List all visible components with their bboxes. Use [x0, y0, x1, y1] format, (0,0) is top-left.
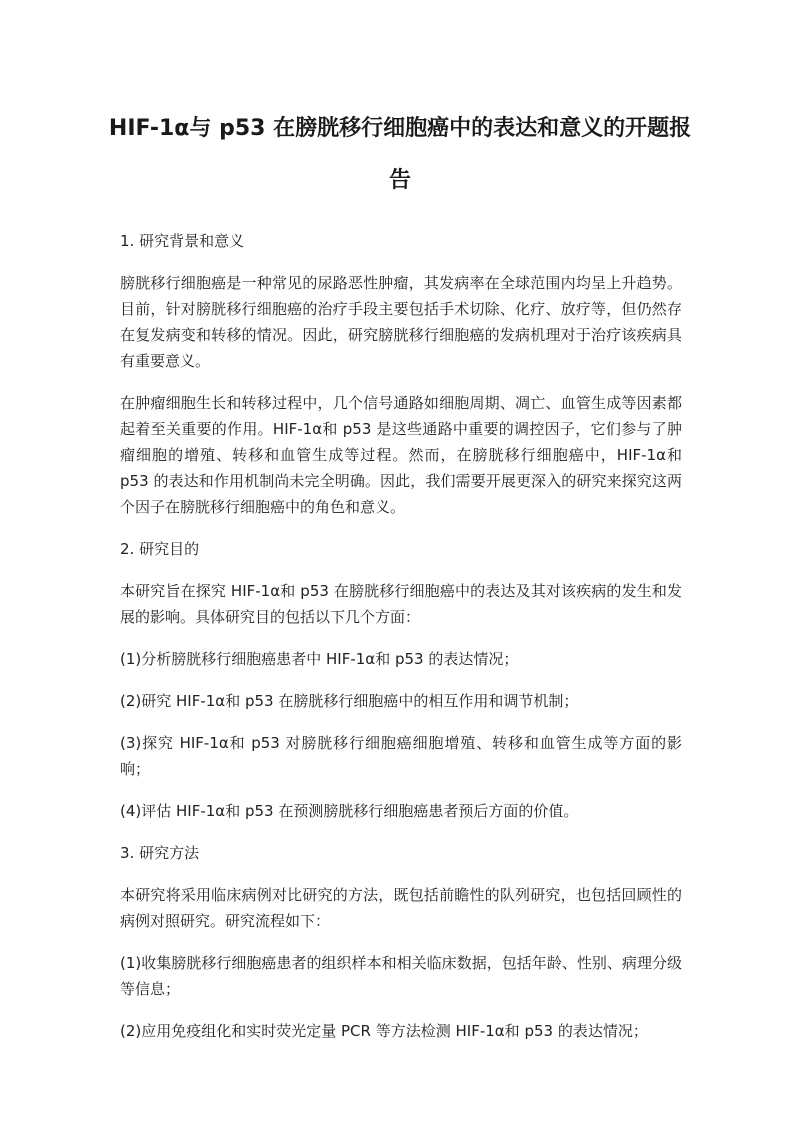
list-item: (1)分析膀胱移行细胞癌患者中 HIF-1α和 p53 的表达情况；: [120, 650, 519, 668]
document-title: HIF-1α与 p53 在膀胱移行细胞癌中的表达和意义的开题报告: [108, 116, 692, 193]
section-heading: 1. 研究背景和意义: [120, 232, 245, 250]
section-background: [120, 228, 682, 520]
paragraph: 在肿瘤细胞生长和转移过程中，几个信号通路如细胞周期、凋亡、血管生成等因素都起着至关重要的作用。HIF-1α和 p53 是这些通路中重要的调控因子，它们参与了肿瘤细胞的增殖、转移和血管生成等过程。然而，在膀胱移行细胞癌中，HIF-1α和 p53 的表达和作用机制尚未完全明确。因此，我们需要开展更深入的研究来探究这两个因子在膀胱移行细胞癌中的角色和意义。: [120, 394, 682, 516]
paragraph: 本研究将采用临床病例对比研究的方法，既包括前瞻性的队列研究，也包括回顾性的病例对照研究。研究流程如下：: [120, 886, 682, 930]
document-body: [120, 228, 682, 1060]
section-methods: [120, 840, 682, 1044]
list-item: (4)评估 HIF-1α和 p53 在预测膀胱移行细胞癌患者预后方面的价值。: [120, 802, 579, 820]
paragraph: 膀胱移行细胞癌是一种常见的尿路恶性肿瘤，其发病率在全球范围内均呈上升趋势。目前，针对膀胱移行细胞癌的治疗手段主要包括手术切除、化疗、放疗等，但仍然存在复发病变和转移的情况。因此，研究膀胱移行细胞癌的发病机理对于治疗该疾病具有重要意义。: [120, 274, 682, 370]
list-item: (3)探究 HIF-1α和 p53 对膀胱移行细胞癌细胞增殖、转移和血管生成等方面的影响；: [120, 734, 682, 778]
section-heading: 3. 研究方法: [120, 844, 200, 862]
list-item: (1)收集膀胱移行细胞癌患者的组织样本和相关临床数据，包括年龄、性别、病理分级等信息；: [120, 954, 682, 998]
list-item: (2)研究 HIF-1α和 p53 在膀胱移行细胞癌中的相互作用和调节机制；: [120, 692, 579, 710]
section-objectives: [120, 536, 682, 824]
section-heading: 2. 研究目的: [120, 540, 200, 558]
list-item: (2)应用免疫组化和实时荧光定量 PCR 等方法检测 HIF-1α和 p53 的表达情况；: [120, 1022, 648, 1040]
paragraph: 本研究旨在探究 HIF-1α和 p53 在膀胱移行细胞癌中的表达及其对该疾病的发生和发展的影响。具体研究目的包括以下几个方面：: [120, 582, 682, 626]
